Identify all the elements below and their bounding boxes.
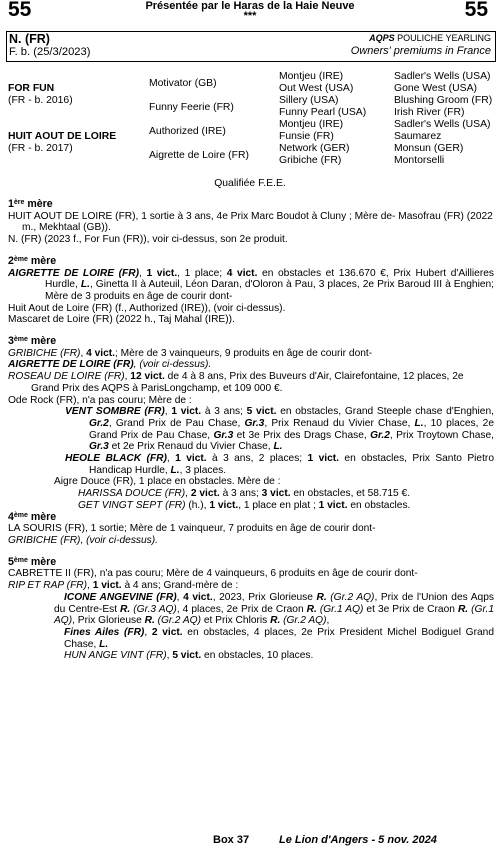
m1-line-1: HUIT AOUT DE LOIRE (FR), 1 sortie à 3 ans, 4e Prix Marc Boudot à Cluny ; Mère de- Masofrau (FR) (2022 m., Mekhtaal (GB)). (8, 210, 493, 234)
m5-rip-et-rap: RIP ET RAP (FR), 1 vict. à 4 ans; Grand-mère de : (8, 580, 239, 592)
dam-name: HUIT AOUT DE LOIRE (8, 131, 117, 142)
gen2-dam-dam: Aigrette de Loire (FR) (149, 150, 249, 161)
lot-number-left: 55 (8, 0, 32, 21)
lot-number-right: 55 (464, 0, 488, 21)
gen3-5: Montjeu (IRE) (279, 119, 344, 130)
m4-line-2: GRIBICHE (FR), (voir ci-dessus). (8, 534, 159, 546)
gen3-2: Out West (USA) (279, 83, 354, 94)
m2-line-1: AIGRETTE DE LOIRE (FR), 1 vict., 1 place; 4 vict. en obstacles et 136.670 €, Prix Hubert d'Aillieres Hurdle, L., Ginetta II à Auteuil, Léon Daran, d'Oloron à Pau, 3 places, 2e Prix Baroud III à Enghien; Mère de 3 produits en âge de courir dont- (8, 267, 494, 302)
category-code: AQPS (369, 33, 395, 43)
gen4-4: Irish River (FR) (394, 107, 465, 118)
gen3-8: Gribiche (FR) (279, 155, 342, 166)
horse-category (369, 33, 491, 44)
m3-roseau: ROSEAU DE LOIRE (FR), 12 vict. de 4 à 8 ans, Prix des Buveurs d'Air, Clairefontaine, 12 places, 2e Grand Prix des AQPS à ParisLongchamp, et 109 000 €. (8, 371, 464, 394)
section-4eme-mere: 4ème mère (8, 510, 57, 523)
m2-line-3: Mascaret de Loire (FR) (2022 h., Taj Mahal (IRE)). (8, 314, 235, 326)
m3-heole-black: HEOLE BLACK (FR), 1 vict. à 3 ans, 2 places; 1 vict. en obstacles, Prix Santo Pietro Handicap Hurdle, L., 3 places. (65, 453, 494, 476)
gen4-2: Gone West (USA) (394, 83, 477, 94)
gen3-6: Funsie (FR) (279, 131, 334, 142)
gen3-4: Funny Pearl (USA) (279, 107, 367, 118)
gen3-1: Montjeu (IRE) (279, 71, 344, 82)
header-stars: *** (243, 10, 257, 22)
gen2-sire-sire: Motivator (GB) (149, 78, 217, 89)
section-5eme-mere: 5ème mère (8, 555, 57, 568)
m1-line-2: N. (FR) (2023 f., For Fun (FR)), voir ci-dessus, son 2e produit. (8, 234, 288, 246)
gen4-3: Blushing Groom (FR) (394, 95, 493, 106)
presented-by: Présentée par le Haras de la Haie Neuve (145, 0, 355, 12)
horse-birth: F. b. (25/3/2023) (9, 46, 91, 58)
gen4-1: Sadler's Wells (USA) (394, 71, 491, 82)
gen3-3: Sillery (USA) (279, 95, 339, 106)
family-text (8, 199, 494, 662)
sire-name: FOR FUN (8, 83, 55, 94)
gen4-5: Sadler's Wells (USA) (394, 119, 491, 130)
section-1ere-mere: 1ère mère (8, 198, 53, 210)
m3-ode-rock: Ode Rock (FR), n'a pas couru; Mère de : (8, 394, 192, 406)
gen4-8: Montorselli (394, 155, 445, 166)
dam-detail: (FR - b. 2017) (8, 143, 73, 154)
m3-get-vingt-sept: GET VINGT SEPT (FR) (h.), 1 vict., 1 place en plat ; 1 vict. en obstacles. (78, 499, 411, 511)
category-rest: POULICHE YEARLING (394, 33, 491, 43)
footer-box: Box 37 (213, 834, 250, 846)
m3-vent-sombre: VENT SOMBRE (FR), 1 vict. à 3 ans; 5 vict. en obstacles, Grand Steeple chase d'Enghien, Gr.2, Grand Prix de Pau Chase, Gr.3, Prix Renaud du Vivier Chase, L., 10 places, 2e Grand Prix de Pau Chase, Gr.3 et 3e Prix des Drags Chase, Gr.2, Prix Troytown Chase, Gr.3 et 2e Prix Renaud du Vivier Chase, L. (65, 406, 494, 453)
gen3-7: Network (GER) (279, 143, 350, 154)
m5-icone-angevine: ICONE ANGEVINE (FR), 4 vict., 2023, Prix Glorieuse R. (Gr.2 AQ), Prix de l'Union des Aqps du Centre-Est R. (Gr.3 AQ), 4 places, 2e Prix de Craon R. (Gr.1 AQ) et 3e Prix de Craon R. (Gr.1 AQ), Prix Glorieuse R. (Gr.2 AQ) et Prix Chloris R. (Gr.2 AQ), (54, 591, 494, 627)
m5-hun-ange-vint: HUN ANGE VINT (FR), 5 vict. en obstacles, 10 places. (64, 650, 314, 662)
m3-harissa: HARISSA DOUCE (FR), 2 vict. à 3 ans; 3 vict. en obstacles, et 58.715 €. (78, 488, 411, 500)
m3-line-1: GRIBICHE (FR), 4 vict.; Mère de 3 vainqueurs, 9 produits en âge de courir dont- (8, 347, 373, 359)
gen2-dam-sire: Authorized (IRE) (149, 126, 226, 137)
section-3eme-mere: 3ème mère (8, 335, 57, 348)
m5-line-1: CABRETTE II (FR), n'a pas couru; Mère de 4 vainqueurs, 6 produits en âge de courir dont- (8, 568, 418, 580)
gen2-sire-dam: Funny Feerie (FR) (149, 102, 234, 113)
m3-aigrette: AIGRETTE DE LOIRE (FR), (voir ci-dessus). (8, 359, 212, 371)
m2-line-2: Huit Aout de Loire (FR) (f., Authorized (IRE)), (voir ci-dessus). (8, 302, 286, 314)
gen4-6: Saumarez (394, 131, 442, 142)
owners-premiums: Owners' premiums in France (350, 45, 491, 57)
horse-name: N. (FR) (9, 32, 50, 46)
m5-fines-ailes: Fines Ailes (FR), 2 vict. en obstacles, 4 places, 2e Prix President Michel Bodiguel Grand Chase, L. (64, 626, 494, 650)
qualified-fee: Qualifiée F.E.E. (214, 178, 286, 189)
section-2eme-mere: 2ème mère (8, 254, 57, 267)
sire-detail: (FR - b. 2016) (8, 95, 73, 106)
footer-sale: Le Lion d'Angers - 5 nov. 2024 (279, 834, 437, 846)
gen4-7: Monsun (GER) (394, 143, 464, 154)
m3-aigre-douce: Aigre Douce (FR), 1 place en obstacles. Mère de : (54, 476, 281, 488)
horse-id-box (6, 31, 496, 62)
m4-line-1: LA SOURIS (FR), 1 sortie; Mère de 1 vainqueur, 7 produits en âge de courir dont- (8, 523, 376, 535)
